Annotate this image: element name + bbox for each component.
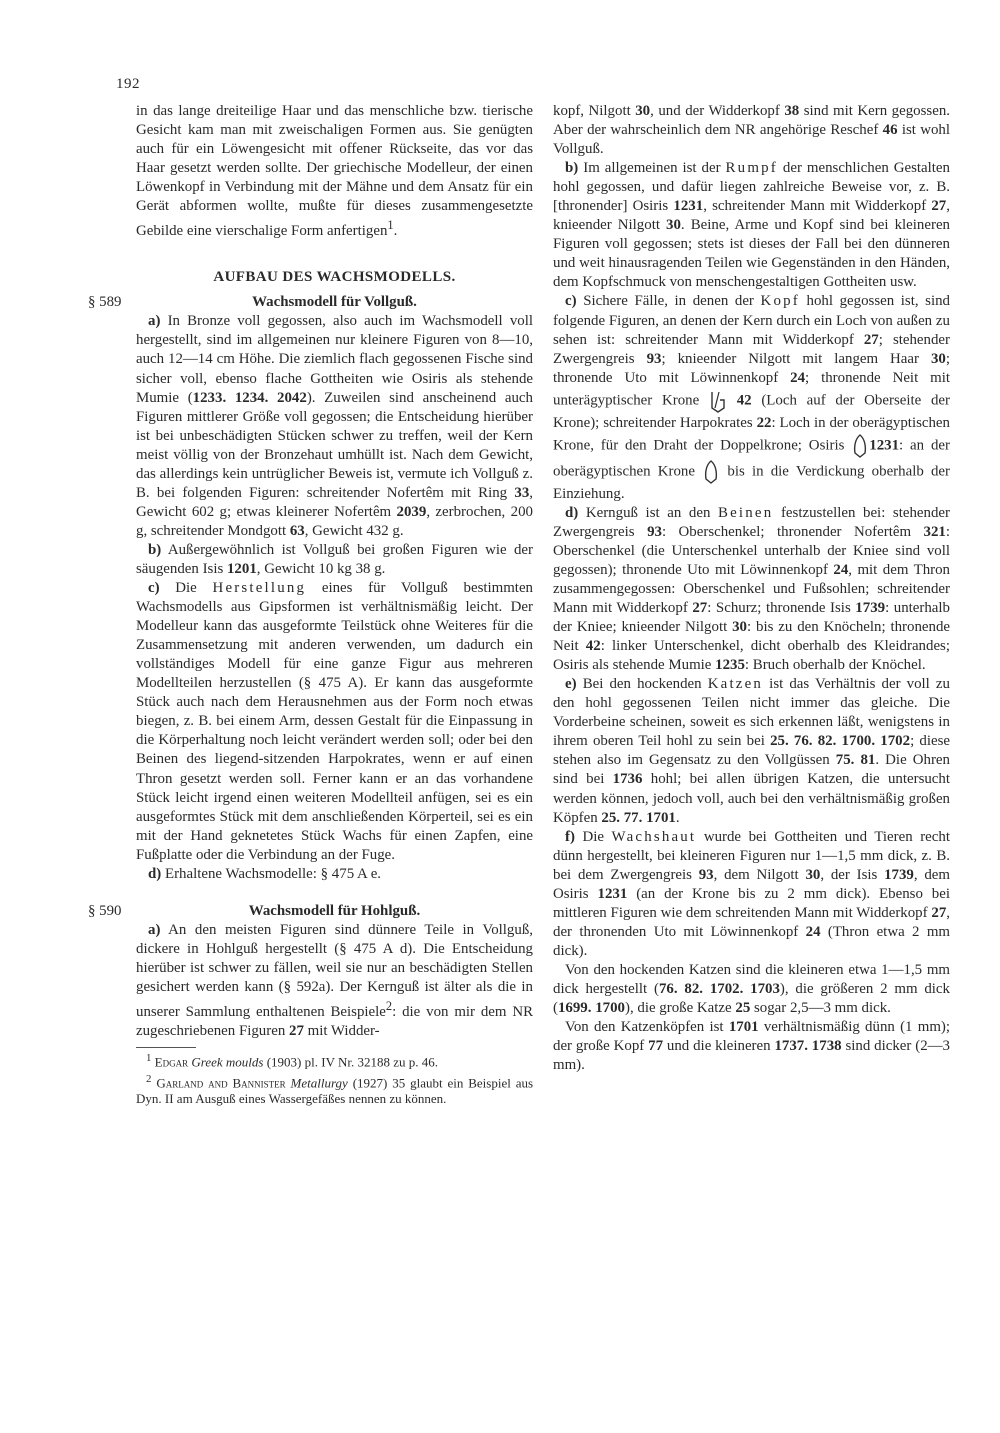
footnote-title: Greek moulds <box>191 1054 264 1070</box>
object-ref: 46 <box>882 122 898 139</box>
text: , der Isis <box>820 866 885 883</box>
text: in das lange dreiteilige Haar und das menschliche bzw. tierische Gesicht kam man mit zweischaligen Formen aus. Sie genügten auch für ein Löwengesicht mit offener Rückseite, das vor das Haar gesetzt werden sollte. Der griechische Modelleur, der einen Löwenkopf in Verbindung mit der Mähne und dem Ansatz für ein Gerät abformen wollte, mußte für dieses zusammengesetzte Gebilde eine vierschalige Form anfertigen <box>136 103 533 240</box>
text: : die von mir dem NR zugeschriebenen Figuren <box>136 1004 533 1040</box>
item-label: c) <box>565 293 577 310</box>
object-ref: 42 <box>585 638 601 655</box>
text: ; thronende Neit mit unterägyptischer Krone <box>553 369 951 409</box>
text: : Schurz; thronende Isis <box>707 600 856 617</box>
text: ist wohl Vollguß. <box>553 122 951 158</box>
object-ref: 1231 <box>597 885 628 902</box>
text: (Loch auf der Oberseite der Krone); schreitender Harpokrates <box>553 392 950 431</box>
object-ref: 25 <box>735 1000 751 1017</box>
footnote-title: Metallurgy <box>290 1074 348 1090</box>
text: mit Widder- <box>303 1023 380 1040</box>
paragraph-rb <box>553 159 950 292</box>
footnote-text: (1903) pl. IV Nr. 32188 zu p. 46. <box>266 1054 438 1070</box>
section-marker: § 590 <box>88 902 122 919</box>
spaced-term: Beinen <box>717 504 774 521</box>
object-ref: 77 <box>648 1038 664 1055</box>
white-crown-glyph <box>702 459 720 485</box>
text: : unterhalb der Kniee; knieender Nilgott <box>553 600 951 636</box>
object-ref: 1699. 1700 <box>557 1000 625 1017</box>
red-crown-glyph <box>709 388 727 414</box>
object-ref: 1701 <box>728 1019 759 1036</box>
text: bis in die Verdickung oberhalb der Einziehung. <box>553 463 950 502</box>
footnote-ref: 2 <box>385 999 393 1014</box>
text: : bis zu den Knöcheln; thronende Neit <box>553 619 951 655</box>
item-label: d) <box>148 865 162 882</box>
text: , Gewicht 432 g. <box>304 522 404 539</box>
section-title: AUFBAU DES WACHSMODELLS. <box>213 269 456 286</box>
paragraph-continued <box>553 102 950 159</box>
object-ref: 30 <box>635 103 651 119</box>
text: , Gewicht 10 kg 38 g. <box>256 561 386 577</box>
object-ref: 63 <box>289 522 305 539</box>
text: der menschlichen Gestalten hohl gegossen, und dafür liegen zahlreiche Beweise vor, z. B. [thronender] Osiris <box>553 160 950 215</box>
object-ref: 1201 <box>226 561 257 577</box>
text: eines für Vollguß bestimmten Wachsmodells aus Gipsformen ist verhältnismäßig leicht. Der Modelleur kann das ausgeformte Teilstück ohne Weiteres für die Zusammensetzung mit anderen verwenden, um dadurch ein vollständiges Modell für eine ganze Figur aus mehreren Modellteilen herzustellen (§ 475 A). Er kann das ausgeformte Stück auch nach dem Herausnehmen aus der Form noch etwas biegen, z. B. bei einem Arm, dessen Gestalt für die Einpassung in die Körperhaltung noch leicht verändert werden soll; oder bei den Beinen des liegend-sitzenden Harpokrates, wenn er auf einen Thron gesetzt werden soll. Ferner kann er an das vorhandene Stück leicht irgend einen weiteren Modellteil anfügen, sei es ein ausgeformtes Stück mit dem anschließenden Körperteil, sei es ein mit der Hand geknetetes Stück Wachs für einen Zapfen, eine Fußplatte oder die Verbindung an der Fuge. <box>136 580 533 863</box>
paragraph-b <box>136 541 533 579</box>
text: (Thron etwa 2 mm dick). <box>553 923 950 959</box>
footnote-2 <box>136 1071 533 1108</box>
text: hohl gegossen ist, sind folgende Figuren, an denen der Kern durch ein Loch von außen zu sehen ist: schreitender Mann mit Widderkopf <box>553 293 950 348</box>
text: In Bronze voll gegossen, also auch im Wachsmodell voll hergestellt, sind im allgemeinen nur kleinere Figuren von 8—10, auch 12—14 cm Höhe. Die ziemlich flach gegossenen Fische sind sicher voll, ebenso flache Gottheiten wie Osiris als stehende Mumie ( <box>136 313 533 406</box>
object-ref: 30 <box>805 866 821 883</box>
footnote-number: 2 <box>146 1072 152 1085</box>
object-ref: 1739 <box>884 866 914 883</box>
paragraph-re <box>553 675 950 827</box>
paragraph-c <box>136 579 533 865</box>
object-ref: 24 <box>805 923 821 940</box>
text: Kernguß ist an den <box>585 504 718 521</box>
text: , mit dem Thron zusammengegossen: Oberschenkel und Fußsohlen; schreitender Mann mit Widderkopf <box>553 561 950 617</box>
text: . <box>393 223 398 240</box>
object-ref: 1737. 1738 <box>774 1038 842 1055</box>
paragraph-a2 <box>136 921 533 1041</box>
item-label: a) <box>148 313 161 330</box>
spaced-term: Wachshaut <box>611 828 697 845</box>
object-ref: 22 <box>756 414 772 431</box>
text: , schreitender Mann mit Widderkopf <box>703 198 932 215</box>
text: . Die Ohren sind bei <box>553 752 950 788</box>
section-marker: § 589 <box>88 294 122 311</box>
page-number: 192 <box>116 76 140 92</box>
text: : Loch in der oberägyptischen Krone, für den Draht der Doppelkrone; Osiris <box>553 414 950 454</box>
text: Erhaltene Wachsmodelle: § 475 A e. <box>164 865 382 882</box>
paragraph-d <box>136 865 533 884</box>
object-ref: 24 <box>833 561 849 578</box>
object-ref: 27 <box>931 904 947 921</box>
item-label: f) <box>565 828 575 845</box>
text: , zerbrochen, 200 g, schreitender Mondgott <box>136 503 533 539</box>
text: ist das Verhältnis der voll zu den hohl gegossenen Teilen nicht immer das gleiche. Die Vorderbeine scheinen, soweit es sich erkennen läßt, wenigstens in ihrem oberen Teil hohl zu sein bei <box>553 676 950 750</box>
text: ; thronende Uto mit Löwinnenkopf <box>553 350 950 386</box>
spaced-term: Rumpf <box>725 160 778 177</box>
spaced-term: Kopf <box>760 293 800 310</box>
paragraph-rf <box>553 828 950 961</box>
footnote-author: Garland and Bannister <box>156 1074 286 1090</box>
text: sind mit Kern gegossen. Aber der wahrscheinlich dem NR angehörige Reschef <box>553 103 950 139</box>
text: kopf, Nilgott <box>553 103 636 119</box>
text: , dem Nilgott <box>713 866 806 883</box>
object-ref: 25. 77. 1701 <box>601 809 676 826</box>
text: Außergewöhnlich ist Vollguß bei großen Figuren wie der säugenden Isis <box>136 541 534 577</box>
footnote-1 <box>136 1050 533 1071</box>
footnote-text: (1927) 35 glaubt ein Beispiel aus Dyn. II am Ausguß eines Wassergefäßes nennen zu können. <box>136 1074 534 1107</box>
text: sogar 2,5—3 mm dick. <box>750 1000 891 1017</box>
text: , Gewicht 602 g; etwas kleinerer Nofertêm <box>136 484 533 520</box>
footnote-number: 1 <box>146 1052 152 1065</box>
left-column <box>88 102 534 1107</box>
text: , dem Osiris <box>553 866 950 902</box>
subsection-title-589 <box>88 293 533 312</box>
object-ref: 33 <box>514 484 530 501</box>
object-ref: 27 <box>692 600 708 617</box>
object-ref: 93 <box>647 523 662 540</box>
object-ref: 27 <box>931 198 947 215</box>
right-column <box>553 102 950 1075</box>
object-ref: 76. 82. 1702. 1703 <box>658 980 780 997</box>
object-ref: 30 <box>732 619 747 636</box>
text: , knieender Nilgott <box>553 198 950 234</box>
text: ). Zuweilen sind anscheinend auch Figuren mittlerer Größe voll gegossen; die Entscheidung hierüber ist bei unbeschädigten Stücken schwer zu treffen, weil der Kern meist völlig von der Bronzehaut umhüllt ist. Nach dem Gewicht, das allerdings kein untrüglicher Beweis ist, vermute ich Vollguß z. B. bei folgenden Figuren: schreitender Nofertêm mit Ring <box>136 389 533 501</box>
subsection-title-590 <box>88 902 533 921</box>
text: ; stehender Zwergengreis <box>553 331 950 367</box>
text: ; diese stehen also im Gegensatz zu den Vollgüssen <box>553 733 951 769</box>
object-ref: 1235 <box>715 657 745 674</box>
object-ref: 30 <box>930 350 946 367</box>
object-ref: 1231 <box>869 437 900 454</box>
object-ref: 1233. 1234. 2042 <box>192 389 307 406</box>
text: , der thronenden Uto mit Löwinnenkopf <box>553 904 950 940</box>
subsection-title-text: Wachsmodell für Vollguß. <box>252 294 417 311</box>
item-label: d) <box>565 504 579 521</box>
text: hohl; bei allen übrigen Katzen, die untersucht werden können, jedoch voll, auch bei den verhältnismäßig großen Köpfen <box>553 771 950 826</box>
object-ref: 93 <box>646 350 662 367</box>
text: : Oberschenkel; thronender Nofertêm <box>661 523 924 540</box>
text: : Oberschenkel (die Unterschenkel unterhalb der Kniee sind voll gegossen); thronende Uto mit Löwinnenkopf <box>553 523 950 578</box>
text: . <box>675 809 680 826</box>
object-ref: 25. 76. 82. 1700. 1702 <box>770 733 911 750</box>
text: Die <box>175 580 213 597</box>
text: ; knieender Nilgott mit langem Haar <box>661 350 931 367</box>
object-ref: 75. 81 <box>835 752 876 769</box>
text: sind dicker (2—3 mm). <box>553 1038 950 1074</box>
object-ref: 1736 <box>612 771 643 788</box>
text: verhältnismäßig dünn (1 mm); der große Kopf <box>553 1019 951 1055</box>
text: Bei den hockenden <box>582 676 708 693</box>
white-crown-glyph <box>851 433 869 459</box>
text: : linker Unterschenkel, dicht oberhalb des Kleidrandes; Osiris als stehende Mumie <box>553 638 950 674</box>
text: wurde bei Gottheiten und Tieren recht dünn hergestellt, bei kleineren Figuren nur 1—1,5 mm dick, z. B. bei dem Zwergengreis <box>553 828 950 883</box>
object-ref: 38 <box>784 103 800 119</box>
object-ref: 1739 <box>855 600 886 617</box>
text: : Bruch oberhalb der Knöchel. <box>744 657 926 674</box>
text: , und der Widderkopf <box>650 103 785 119</box>
paragraph <box>136 102 533 241</box>
footnote-author: Edgar <box>154 1054 189 1070</box>
text: Von den Katzenköpfen ist <box>565 1019 729 1036</box>
text: : an der oberägyptischen Krone <box>553 437 950 480</box>
item-label: a) <box>148 921 161 938</box>
text: ), die größeren 2 mm dick ( <box>553 980 950 1017</box>
spaced-term: Katzen <box>707 676 764 693</box>
object-ref: 30 <box>666 217 681 234</box>
spaced-term: Herstellung <box>212 580 307 597</box>
object-ref: 2039 <box>396 503 427 520</box>
text: . Beine, Arme und Kopf sind bei kleineren Figuren voll gegossen; stets ist dieses der Fall bei den dünneren und weit hinausragenden Teilen wie Gegenständen in den Händen, dem Kopfschmuck von menschengestaltigen Gottheiten usw. <box>553 217 950 291</box>
object-ref: 24 <box>790 369 806 386</box>
paragraph-rd <box>553 504 950 675</box>
object-ref: 27 <box>863 331 879 348</box>
object-ref: 1231 <box>673 198 704 215</box>
paragraph-rg <box>553 961 950 1018</box>
item-label: b) <box>148 541 162 558</box>
subsection-title-text: Wachsmodell für Hohlguß. <box>248 902 421 919</box>
paragraph-a <box>136 312 533 541</box>
object-ref: 27 <box>289 1023 304 1040</box>
text: (an der Krone bis zu 2 mm dick). Ebenso bei mittleren Figuren wie dem schreitenden Mann mit Widderkopf <box>553 885 950 921</box>
item-label: b) <box>565 160 579 177</box>
text: Sichere Fälle, in denen der <box>583 293 761 310</box>
text: und die kleineren <box>663 1038 775 1055</box>
object-ref: 93 <box>698 866 714 883</box>
text: ), die große Katze <box>624 1000 736 1017</box>
paragraph-rh <box>553 1018 950 1075</box>
text: Im allgemeinen ist der <box>583 160 726 177</box>
object-ref: 321 <box>923 523 946 540</box>
text: An den meisten Figuren sind dünnere Teile in Vollguß, dickere in Hohlguß hergestellt (§ 475 A d). Die Entscheidung hierüber ist schwer zu fällen, weil sie nur an beschädigten Stellen gesichert werden kann (§ 592a). Der Kernguß ist älter als die in unserer Sammlung enthaltenen Beispiele <box>136 921 533 1020</box>
item-label: c) <box>148 580 160 597</box>
text: festzustellen bei: stehender Zwergengreis <box>553 504 950 540</box>
footnote-ref: 1 <box>387 218 394 233</box>
object-ref: 42 <box>736 392 752 409</box>
footnote-divider <box>136 1047 196 1048</box>
item-label: e) <box>565 676 577 693</box>
text: Von den hockenden Katzen sind die kleineren etwa 1—1,5 mm dick hergestellt ( <box>553 961 950 997</box>
text: Die <box>582 828 612 845</box>
paragraph-rc <box>553 292 950 503</box>
